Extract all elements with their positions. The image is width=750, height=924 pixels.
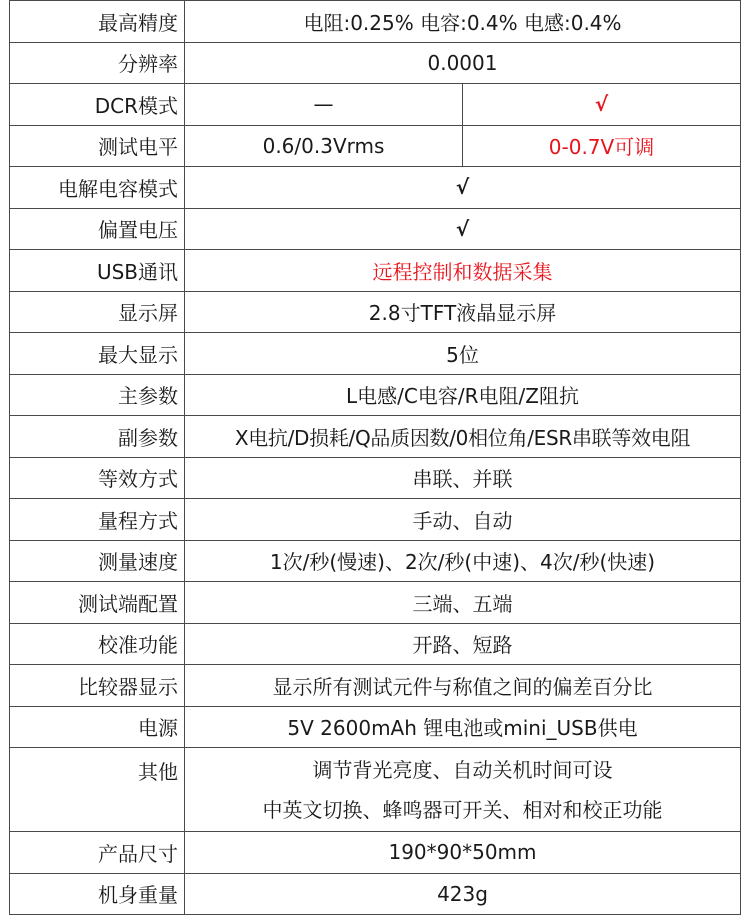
row-value-right: 0-0.7V可调 — [463, 125, 741, 167]
table-row — [10, 250, 741, 292]
row-value: 串联、并联 — [185, 457, 741, 499]
table-row — [10, 84, 741, 126]
table-row — [10, 540, 741, 582]
table-row — [10, 748, 741, 832]
row-label: 校准功能 — [10, 623, 185, 665]
row-value: 手动、自动 — [185, 499, 741, 541]
table-row — [10, 1, 741, 43]
table-row — [10, 167, 741, 209]
row-label: 测量速度 — [10, 540, 185, 582]
table-row — [10, 873, 741, 915]
row-value: 三端、五端 — [185, 582, 741, 624]
row-value: 远程控制和数据采集 — [185, 250, 741, 292]
table-row — [10, 42, 741, 84]
row-value: L电感/C电容/R电阻/Z阻抗 — [185, 374, 741, 416]
row-value — [185, 748, 741, 832]
row-label: 测试电平 — [10, 125, 185, 167]
row-value-left: 0.6/0.3Vrms — [185, 125, 463, 167]
table-row — [10, 706, 741, 748]
row-value-line: 调节背光亮度、自动关机时间可设 — [312, 757, 613, 782]
table-row — [10, 582, 741, 624]
row-value-left: — — [185, 84, 463, 126]
row-value: 423g — [185, 873, 741, 915]
table-row — [10, 623, 741, 665]
row-label: 最高精度 — [10, 1, 185, 43]
row-value: 5位 — [185, 333, 741, 375]
row-label: 其他 — [10, 748, 185, 832]
row-label: 比较器显示 — [10, 665, 185, 707]
row-label: DCR模式 — [10, 84, 185, 126]
table-row — [10, 457, 741, 499]
table-row — [10, 374, 741, 416]
table-row — [10, 291, 741, 333]
row-label: 电源 — [10, 706, 185, 748]
row-value: 1次/秒(慢速)、2次/秒(中速)、4次/秒(快速) — [185, 540, 741, 582]
row-label: 电解电容模式 — [10, 167, 185, 209]
row-label: 副参数 — [10, 416, 185, 458]
check-mark: √ — [463, 84, 741, 126]
table-row — [10, 333, 741, 375]
row-value: 2.8寸TFT液晶显示屏 — [185, 291, 741, 333]
row-label: 最大显示 — [10, 333, 185, 375]
row-value: 开路、短路 — [185, 623, 741, 665]
row-label: 机身重量 — [10, 873, 185, 915]
check-mark: √ — [185, 167, 741, 209]
row-value-line: 中英文切换、蜂鸣器可开关、相对和校正功能 — [262, 797, 663, 822]
row-label: 分辨率 — [10, 42, 185, 84]
row-label: 显示屏 — [10, 291, 185, 333]
table-row — [10, 208, 741, 250]
table-row — [10, 125, 741, 167]
table-row — [10, 832, 741, 874]
row-label: 主参数 — [10, 374, 185, 416]
row-value: X电抗/D损耗/Q品质因数/0相位角/ESR串联等效电阻 — [185, 416, 741, 458]
row-label: 测试端配置 — [10, 582, 185, 624]
row-label: 产品尺寸 — [10, 832, 185, 874]
row-value: 电阻:0.25% 电容:0.4% 电感:0.4% — [185, 1, 741, 43]
row-label: 等效方式 — [10, 457, 185, 499]
table-row — [10, 416, 741, 458]
table-row — [10, 499, 741, 541]
spec-table — [9, 0, 741, 915]
row-label: 偏置电压 — [10, 208, 185, 250]
table-row — [10, 665, 741, 707]
row-value: 5V 2600mAh 锂电池或mini_USB供电 — [185, 706, 741, 748]
row-value: 0.0001 — [185, 42, 741, 84]
row-label: USB通讯 — [10, 250, 185, 292]
row-label: 量程方式 — [10, 499, 185, 541]
row-value: 显示所有测试元件与称值之间的偏差百分比 — [185, 665, 741, 707]
check-mark: √ — [185, 208, 741, 250]
row-value: 190*90*50mm — [185, 832, 741, 874]
